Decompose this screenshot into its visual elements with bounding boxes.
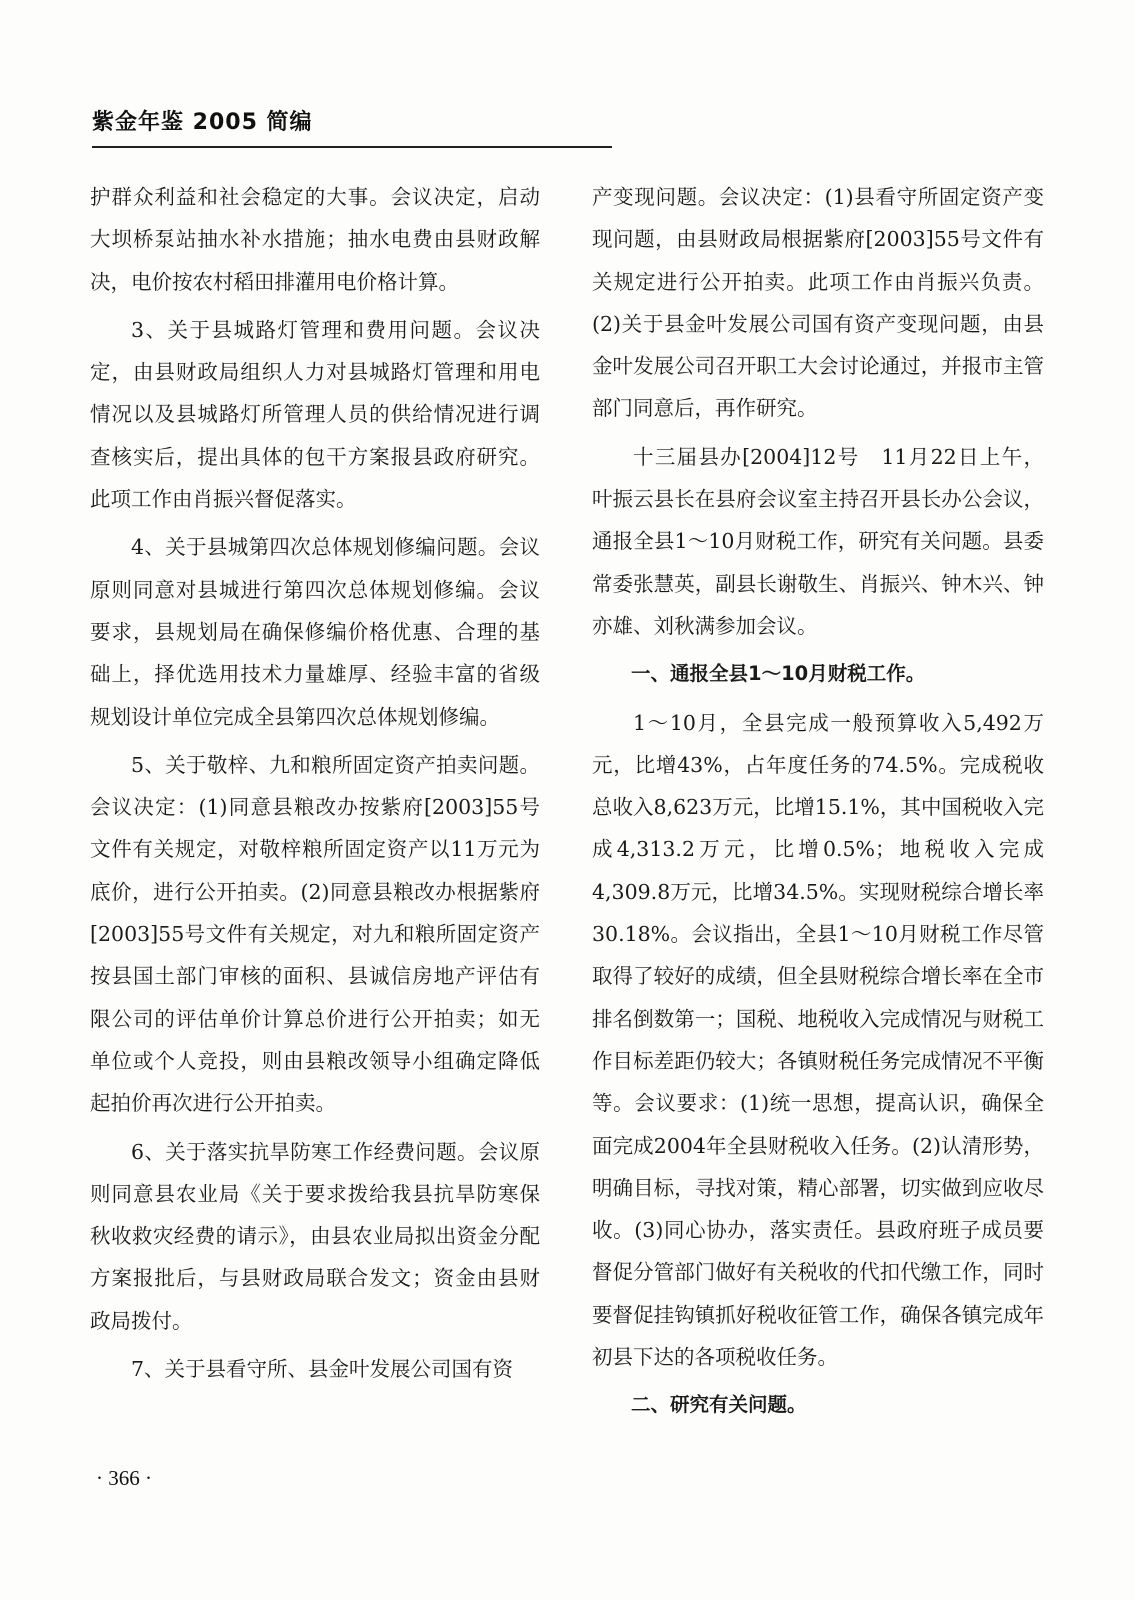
paragraph: 3、关于县城路灯管理和费用问题。会议决定，由县财政局组织人力对县城路灯管理和用电情况以及县城路灯所管理人员的供给情况进行调查核实后，提出具体的包干方案报县政府研究。此项工作由肖振兴督促落实。 bbox=[90, 317, 540, 512]
paragraph: 5、关于敬梓、九和粮所固定资产拍卖问题。会议决定：(1)同意县粮改办按紫府[2003]55号文件有关规定，对敬梓粮所固定资产以11万元为底价，进行公开拍卖。(2)同意县粮改办根据紫府[2003]55号文件有关规定，对九和粮所固定资产按县国土部门审核的面积、县诚信房地产评估有限公司的评估单价计算总价进行公开拍卖；如无单位或个人竞投，则由县粮改领导小组确定降低起拍价再次进行公开拍卖。 bbox=[90, 752, 540, 1116]
paragraph: 产变现问题。会议决定：(1)县看守所固定资产变现问题，由县财政局根据紫府[2003]55号文件有关规定进行公开拍卖。此项工作由肖振兴负责。(2)关于县金叶发展公司国有资产变现问题，由县金叶发展公司召开职工大会讨论通过，并报市主管部门同意后，再作研究。 bbox=[592, 185, 1044, 421]
paragraph: 6、关于落实抗旱防寒工作经费问题。会议原则同意县农业局《关于要求拨给我县抗旱防寒保秋收救灾经费的请示》，由县农业局拟出资金分配方案报批后，与县财政局联合发文；资金由县财政局拨付。 bbox=[90, 1139, 540, 1333]
running-header bbox=[92, 108, 612, 148]
header-rule bbox=[92, 146, 612, 148]
page-number: · 366 · bbox=[96, 1466, 152, 1490]
paragraph: 护群众利益和社会稳定的大事。会议决定，启动大坝桥泵站抽水补水措施；抽水电费由县财政解决，电价按农村稻田排灌用电价格计算。 bbox=[90, 185, 540, 294]
paragraph: 十三届县办[2004]12号 11月22日上午，叶振云县长在县府会议室主持召开县长办公会议，通报全县1～10月财税工作，研究有关问题。县委常委张慧英，副县长谢敬生、肖振兴、钟木兴、钟亦雄、刘秋满参加会议。 bbox=[592, 444, 1044, 638]
paragraph: 7、关于县看守所、县金叶发展公司国有资 bbox=[131, 1357, 514, 1382]
yearbook-title: 紫金年鉴 2005 简编 bbox=[92, 110, 313, 135]
right-column bbox=[592, 176, 1044, 1433]
paragraph: 1～10月，全县完成一般预算收入5,492万元，比增43%，占年度任务的74.5%。完成税收总收入8,623万元，比增15.1%，其中国税收入完成4,313.2万元，比增0.5%；地税收入完成4,309.8万元，比增34.5%。实现财税综合增长率30.18%。会议指出，全县1～10月财税工作尽管取得了较好的成绩，但全县财税综合增长率在全市排名倒数第一；国税、地税收入完成情况与财税工作目标差距仍较大；各镇财税任务完成情况不平衡等。会议要求：(1)统一思想，提高认识，确保全面完成2004年全县财税收入任务。(2)认清形势，明确目标，寻找对策，精心部署，切实做到应收尽收。(3)同心协办，落实责任。县政府班子成员要督促分管部门做好有关税收的代扣代缴工作，同时要督促挂钩镇抓好税收征管工作，确保各镇完成年初县下达的各项税收任务。 bbox=[592, 710, 1044, 1370]
section-heading: 一、通报全县1～10月财税工作。 bbox=[631, 662, 926, 686]
section-heading: 二、研究有关问题。 bbox=[631, 1393, 807, 1417]
paragraph: 4、关于县城第四次总体规划修编问题。会议原则同意对县城进行第四次总体规划修编。会议要求，县规划局在确保修编价格优惠、合理的基础上，择优选用技术力量雄厚、经验丰富的省级规划设计单位完成全县第四次总体规划修编。 bbox=[90, 535, 540, 729]
left-column bbox=[90, 176, 540, 1396]
